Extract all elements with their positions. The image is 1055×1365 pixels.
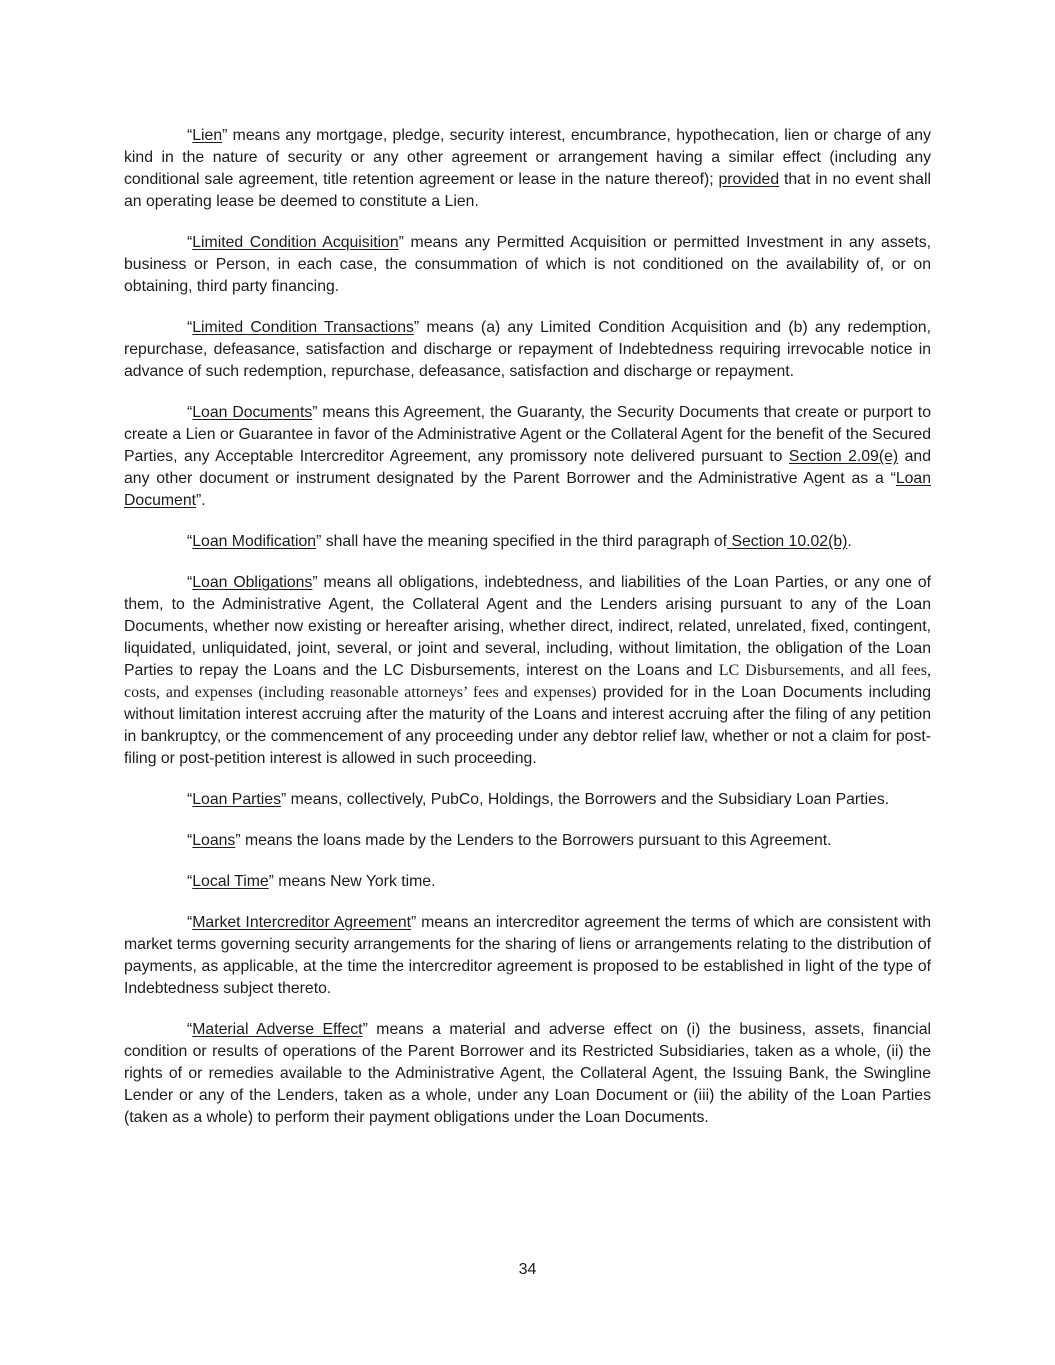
definition-text: ” shall have the meaning specified in the third paragraph of [316, 533, 728, 550]
definition-text: ” means, collectively, PubCo, Holdings, the Borrowers and the Subsidiary Loan Parties. [280, 791, 890, 808]
definition-loan-obligations: “Loan Obligations” means all obligations, indebtedness, and liabilities of the Loan Parties, or any one of them, to the Administrative Agent, the Collateral Agent and the Lenders arising pursuant to any of the Loan Documents, whether now existing or hereafter arising, whether direct, indirect, related, unrelated, fixed, contingent, liquidated, unliquidated, joint, several, or joint and several, including, without limitation, the obligation of the Loan Parties to repay the Loans and the LC Disbursements, interest on the Loans and LC Disbursements, and all fees, costs, and expenses (including reasonable attorneys’ fees and expenses) provided for in the Loan Documents including without limitation interest accruing after the maturity of the Loans and interest accruing after the filing of any petition in bankruptcy, or the commencement of any proceeding under any debtor relief law, whether or not a claim for post-filing or post-petition interest is allowed in such proceeding. [124, 574, 931, 767]
definition-text: ” means any mortgage, pledge, security interest, encumbrance, hypothecation, lien or charge of any kind in the nature of security or any other agreement or arrangement having a similar effect (including any conditional sale agreement, title retention agreement or lease in the nature thereof); [124, 127, 931, 188]
defined-term: Lien [192, 127, 223, 144]
defined-term: Market Intercreditor Agreement [192, 914, 412, 931]
definition-text: that in no event shall an operating lease be deemed to constitute a Lien. [124, 171, 931, 210]
definition-text: ” means (a) any Limited Condition Acquisition and (b) any redemption, repurchase, defeasance, satisfaction and discharge or repayment of Indebtedness requiring irrevocable notice in advance of such redemption, repurchase, defeasance, satisfaction and discharge or repayment. [124, 319, 931, 380]
definition-material-adverse-effect: “Material Adverse Effect” means a material and adverse effect on (i) the business, assets, financial condition or results of operations of the Parent Borrower and its Restricted Subsidiaries, taken as a whole, (ii) the rights of or remedies available to the Administrative Agent, the Collateral Agent, the Issuing Bank, the Swingline Lender or any of the Lenders, taken as a whole, under any Loan Document or (iii) the ability of the Loan Parties (taken as a whole) to perform their payment obligations under the Loan Documents. [124, 1021, 931, 1126]
definition-loan-parties: “Loan Parties” means, collectively, PubCo, Holdings, the Borrowers and the Subsidiary Loan Parties. [187, 791, 890, 808]
page-number: 34 [518, 1261, 537, 1278]
definition-text: ” means an intercreditor agreement the terms of which are consistent with market terms governing security arrangements for the sharing of liens or arrangements relating to the distribution of payments, as applicable, at the time the intercreditor agreement is proposed to be established in light of the type of Indebtedness subject thereto. [124, 914, 931, 997]
defined-term: Loan Parties [192, 791, 281, 808]
definition-text: provided for in the Loan Documents including without limitation interest accruing after the maturity of the Loans and interest accruing after the filing of any petition in bankruptcy, or the commencement of any proceeding under any debtor relief law, whether or not a claim for post-filing or post-petition interest is allowed in such proceeding. [124, 684, 931, 767]
defined-term: Loan Obligations [192, 574, 313, 591]
defined-term: Limited Condition Transactions [192, 319, 414, 336]
definition-loan-documents: “Loan Documents” means this Agreement, the Guaranty, the Security Documents that create or purport to create a Lien or Guarantee in favor of the Administrative Agent or the Collateral Agent for the benefit of the Secured Parties, any Acceptable Intercreditor Agreement, any promissory note delivered pursuant to Section 2.09(e) and any other document or instrument designated by the Parent Borrower and the Administrative Agent as a “Loan Document”. [124, 404, 931, 509]
definition-text: ” means all obligations, indebtedness, and liabilities of the Loan Parties, or any one of them, to the Administrative Agent, the Collateral Agent and the Lenders arising pursuant to any of the Loan Documents, whether now existing or hereafter arising, whether direct, indirect, related, unrelated, fixed, contingent, liquidated, unliquidated, joint, several, or joint and several, including, without limitation, the obligation of the Loan Parties to repay the Loans and the LC Disbursements, interest on the Loans and [124, 574, 931, 679]
definition-local-time: “Local Time” means New York time. [187, 873, 436, 890]
definition-loan-modification: “Loan Modification” shall have the meaning specified in the third paragraph of Section 10.02(b). [187, 533, 852, 550]
defined-term: Loan Documents [192, 404, 313, 421]
definition-text: ”. [196, 492, 206, 509]
definition-text: . [847, 533, 852, 550]
provided-emphasis: provided [718, 171, 780, 188]
defined-term: Local Time [192, 873, 269, 890]
defined-term: Loan Modification [192, 533, 317, 550]
definition-market-intercreditor-agreement: “Market Intercreditor Agreement” means an intercreditor agreement the terms of which are consistent with market terms governing security arrangements for the sharing of liens or arrangements relating to the distribution of payments, as applicable, at the time the intercreditor agreement is proposed to be established in light of the type of Indebtedness subject thereto. [124, 914, 931, 997]
definition-text-serif: LC Disbursements, and all fees, costs, and expenses (including reasonable attorneys’ fees and expenses) [124, 662, 931, 701]
definitions-section [124, 125, 931, 1148]
quoted-term: Loan Document [124, 470, 931, 509]
section-reference: Section 10.02(b) [727, 533, 848, 550]
definition-lien: “Lien” means any mortgage, pledge, security interest, encumbrance, hypothecation, lien or charge of any kind in the nature of security or any other agreement or arrangement having a similar effect (including any conditional sale agreement, title retention agreement or lease in the nature thereof); provided that in no event shall an operating lease be deemed to constitute a Lien. [124, 127, 931, 210]
definition-text: ” means this Agreement, the Guaranty, the Security Documents that create or purport to create a Lien or Guarantee in favor of the Administrative Agent or the Collateral Agent for the benefit of the Secured Parties, any Acceptable Intercreditor Agreement, any promissory note delivered pursuant to [124, 404, 931, 465]
definition-limited-condition-transactions: “Limited Condition Transactions” means (a) any Limited Condition Acquisition and (b) any redemption, repurchase, defeasance, satisfaction and discharge or repayment of Indebtedness requiring irrevocable notice in advance of such redemption, repurchase, defeasance, satisfaction and discharge or repayment. [124, 319, 931, 380]
defined-term: Material Adverse Effect [192, 1021, 363, 1038]
definition-loans: “Loans” means the loans made by the Lenders to the Borrowers pursuant to this Agreement. [187, 832, 832, 849]
definition-text: ” means New York time. [268, 873, 436, 890]
defined-term: Loans [192, 832, 236, 849]
definition-text: and any other document or instrument designated by the Parent Borrower and the Administrative Agent as a “ [124, 448, 931, 487]
section-reference: Section 2.09(e) [788, 448, 899, 465]
defined-term: Limited Condition Acquisition [192, 234, 399, 251]
definition-text: ” means any Permitted Acquisition or permitted Investment in any assets, business or Person, in each case, the consummation of which is not conditioned on the availability of, or on obtaining, third party financing. [124, 234, 931, 295]
definition-limited-condition-acquisition: “Limited Condition Acquisition” means any Permitted Acquisition or permitted Investment in any assets, business or Person, in each case, the consummation of which is not conditioned on the availability of, or on obtaining, third party financing. [124, 234, 931, 295]
definition-text: ” means the loans made by the Lenders to the Borrowers pursuant to this Agreement. [235, 832, 832, 849]
definition-text: ” means a material and adverse effect on (i) the business, assets, financial condition or results of operations of the Parent Borrower and its Restricted Subsidiaries, taken as a whole, (ii) the rights of or remedies available to the Administrative Agent, the Collateral Agent, the Issuing Bank, the Swingline Lender or any of the Lenders, taken as a whole, under any Loan Document or (iii) the ability of the Loan Parties (taken as a whole) to perform their payment obligations under the Loan Documents. [124, 1021, 931, 1126]
